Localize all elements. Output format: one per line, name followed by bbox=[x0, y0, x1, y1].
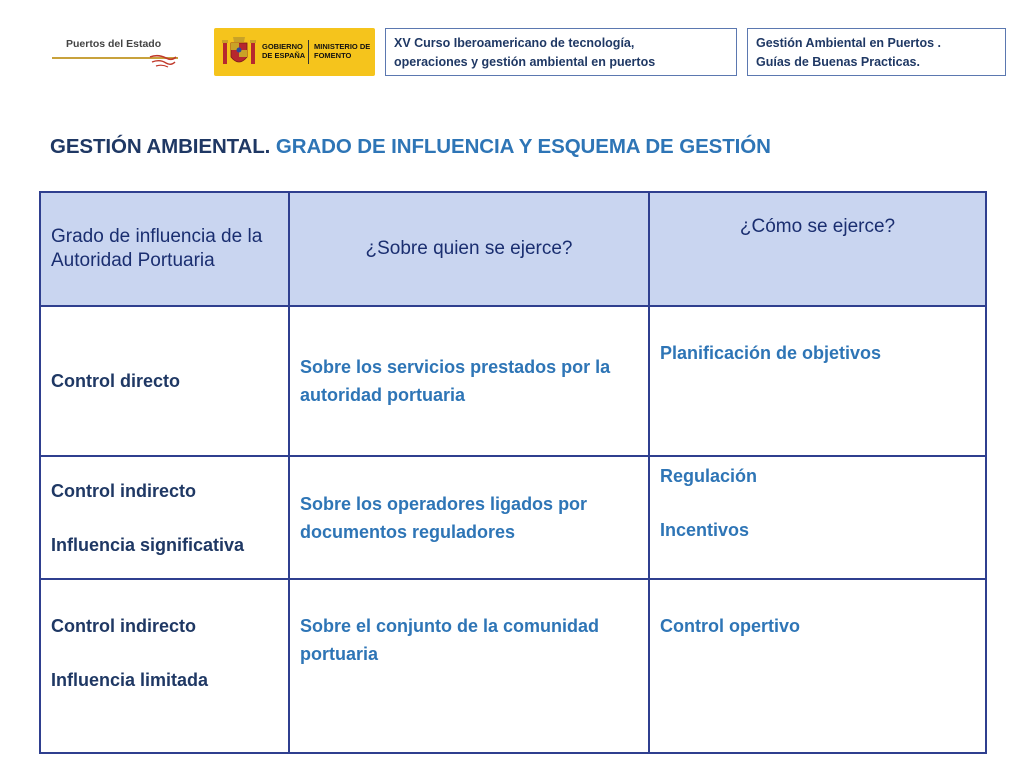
table-row bbox=[40, 456, 986, 579]
cell-text: Control indirecto bbox=[51, 480, 196, 501]
cell-text: Control directo bbox=[51, 371, 180, 391]
cell-como bbox=[649, 579, 986, 753]
cell-como bbox=[649, 456, 986, 579]
cell-spacer bbox=[51, 640, 278, 666]
header-sobre: ¿Sobre quien se ejerce? bbox=[289, 192, 649, 306]
cell-text: Influencia significativa bbox=[51, 534, 245, 555]
cell-text: Planificación de objetivos bbox=[660, 343, 882, 363]
guide-line-1: Gestión Ambiental en Puertos . bbox=[756, 36, 941, 50]
cell-spacer bbox=[660, 490, 975, 516]
cell-sobre: Sobre el conjunto de la comunidad portuaria bbox=[289, 579, 649, 753]
cell-sobre: Sobre los operadores ligados por documentos reguladores bbox=[289, 456, 649, 579]
guide-title-box bbox=[747, 28, 1006, 76]
slide-title bbox=[50, 135, 771, 159]
cell-text: Incentivos bbox=[660, 520, 750, 540]
title-part-1: GESTIÓN AMBIENTAL. bbox=[50, 135, 271, 158]
cell-text: Control indirecto bbox=[51, 616, 196, 636]
course-line-1: XV Curso Iberoamericano de tecnología, bbox=[394, 36, 635, 50]
cell-text: Control opertivo bbox=[660, 616, 800, 636]
cell-grado bbox=[40, 306, 289, 456]
cell-text: Regulación bbox=[660, 466, 758, 486]
cell-grado bbox=[40, 579, 289, 753]
course-title-box bbox=[385, 28, 737, 76]
gobierno-de-espana-logo bbox=[214, 28, 375, 76]
logo-swirl-icon bbox=[148, 53, 178, 69]
cell-sobre: Sobre los servicios prestados por la autoridad portuaria bbox=[289, 306, 649, 456]
influence-table bbox=[39, 191, 987, 754]
puertos-del-estado-logo bbox=[52, 38, 178, 70]
cell-spacer bbox=[51, 505, 278, 531]
ministerio-text: MINISTERIO DE FOMENTO bbox=[314, 42, 371, 60]
table-header-row bbox=[40, 192, 986, 306]
title-part-2: GRADO DE INFLUENCIA Y ESQUEMA DE GESTIÓN bbox=[275, 135, 771, 158]
table-row bbox=[40, 579, 986, 753]
cell-grado bbox=[40, 456, 289, 579]
cell-text: Influencia limitada bbox=[51, 670, 209, 690]
gobierno-text: GOBIERNO DE ESPAÑA bbox=[262, 42, 306, 60]
guide-line-2: Guías de Buenas Practicas. bbox=[756, 55, 920, 69]
gov-separator bbox=[308, 40, 309, 64]
spain-coat-of-arms-icon bbox=[220, 33, 258, 71]
logo-text: Puertos del Estado bbox=[66, 38, 162, 50]
header-como: ¿Cómo se ejerce? bbox=[649, 192, 986, 306]
table-row bbox=[40, 306, 986, 456]
course-line-2: operaciones y gestión ambiental en puertos bbox=[394, 55, 656, 69]
cell-como bbox=[649, 306, 986, 456]
header-grado: Grado de influencia de la Autoridad Portuaria bbox=[40, 192, 289, 306]
